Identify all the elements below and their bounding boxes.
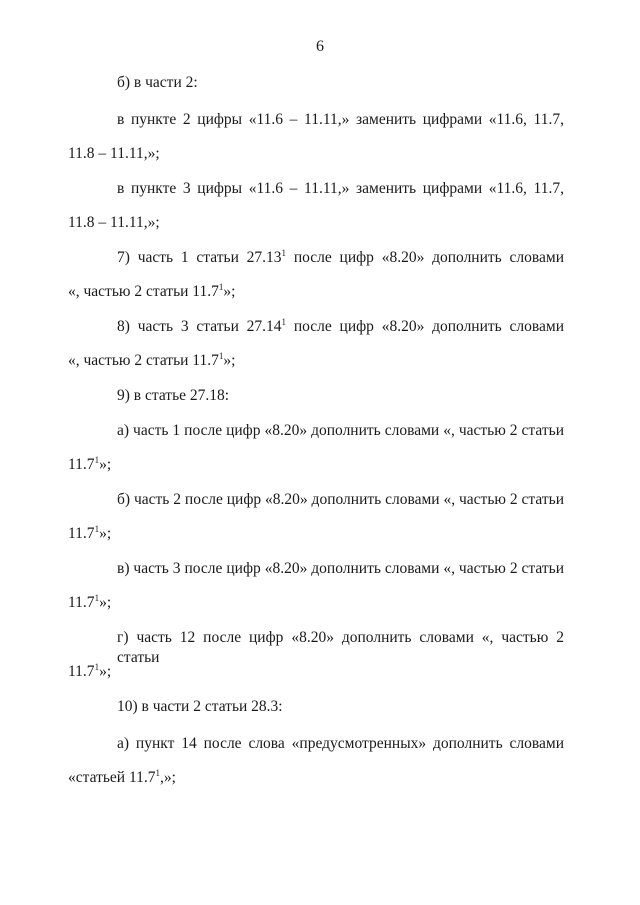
paragraph-line (68, 662, 111, 682)
line-text: 11.7 (68, 594, 95, 611)
superscript: 1 (218, 350, 224, 361)
line-text: 8) часть 3 статьи 27.14 (117, 318, 282, 335)
superscript: 1 (94, 454, 100, 465)
line-text: «статьей 11.7 (68, 769, 156, 786)
line-text: »; (99, 663, 112, 680)
line-text: 11.7 (68, 525, 95, 542)
paragraph-line (68, 593, 111, 613)
line-text: после цифр «8.20» дополнить словами (286, 318, 564, 335)
line-text: 11.7 (68, 456, 95, 473)
paragraph-line (68, 768, 176, 788)
superscript: 1 (94, 661, 100, 672)
paragraph-line: 10) в части 2 статьи 28.3: (117, 698, 283, 715)
paragraph-line: б) в части 2: (117, 74, 198, 91)
superscript: 1 (218, 281, 224, 292)
paragraph-line (68, 351, 235, 371)
line-text: после цифр «8.20» дополнить словами (286, 249, 564, 266)
paragraph-line (68, 282, 235, 302)
line-text: »; (99, 456, 112, 473)
paragraph-line: 9) в статье 27.18: (117, 387, 230, 404)
paragraph-line (117, 317, 564, 337)
superscript: 1 (94, 592, 100, 603)
paragraph-line: б) часть 2 после цифр «8.20» дополнить словами «, частью 2 статьи (117, 491, 564, 508)
line-text: »; (99, 525, 112, 542)
paragraph-line (117, 248, 564, 268)
line-text: 11.7 (68, 663, 95, 680)
paragraph-line (68, 455, 111, 475)
paragraph-line: в пункте 3 цифры «11.6 – 11.11,» заменить цифрами «11.6, 11.7, (117, 180, 564, 197)
paragraph-line (68, 524, 111, 544)
superscript: 1 (281, 247, 287, 258)
superscript: 1 (94, 523, 100, 534)
paragraph-line: а) часть 1 после цифр «8.20» дополнить словами «, частью 2 статьи (117, 422, 564, 439)
paragraph-line: в) часть 3 после цифр «8.20» дополнить словами «, частью 2 статьи (117, 560, 564, 577)
line-text: «, частью 2 статьи 11.7 (68, 283, 219, 300)
superscript: 1 (155, 767, 161, 778)
paragraph-line: г) часть 12 после цифр «8.20» дополнить словами «, частью 2 статьи (117, 629, 564, 666)
line-text: 7) часть 1 статьи 27.13 (117, 249, 282, 266)
paragraph-line: 11.8 – 11.11,»; (68, 145, 160, 162)
line-text: »; (223, 283, 236, 300)
superscript: 1 (281, 316, 287, 327)
paragraph-line: в пункте 2 цифры «11.6 – 11.11,» заменить цифрами «11.6, 11.7, (117, 111, 564, 128)
paragraph-line: 11.8 – 11.11,»; (68, 214, 160, 231)
paragraph-line: а) пункт 14 после слова «предусмотренных» дополнить словами (117, 735, 564, 752)
line-text: »; (223, 352, 236, 369)
line-text: »; (99, 594, 112, 611)
page-number: 6 (316, 38, 324, 55)
line-text: ,»; (160, 769, 176, 786)
line-text: «, частью 2 статьи 11.7 (68, 352, 219, 369)
